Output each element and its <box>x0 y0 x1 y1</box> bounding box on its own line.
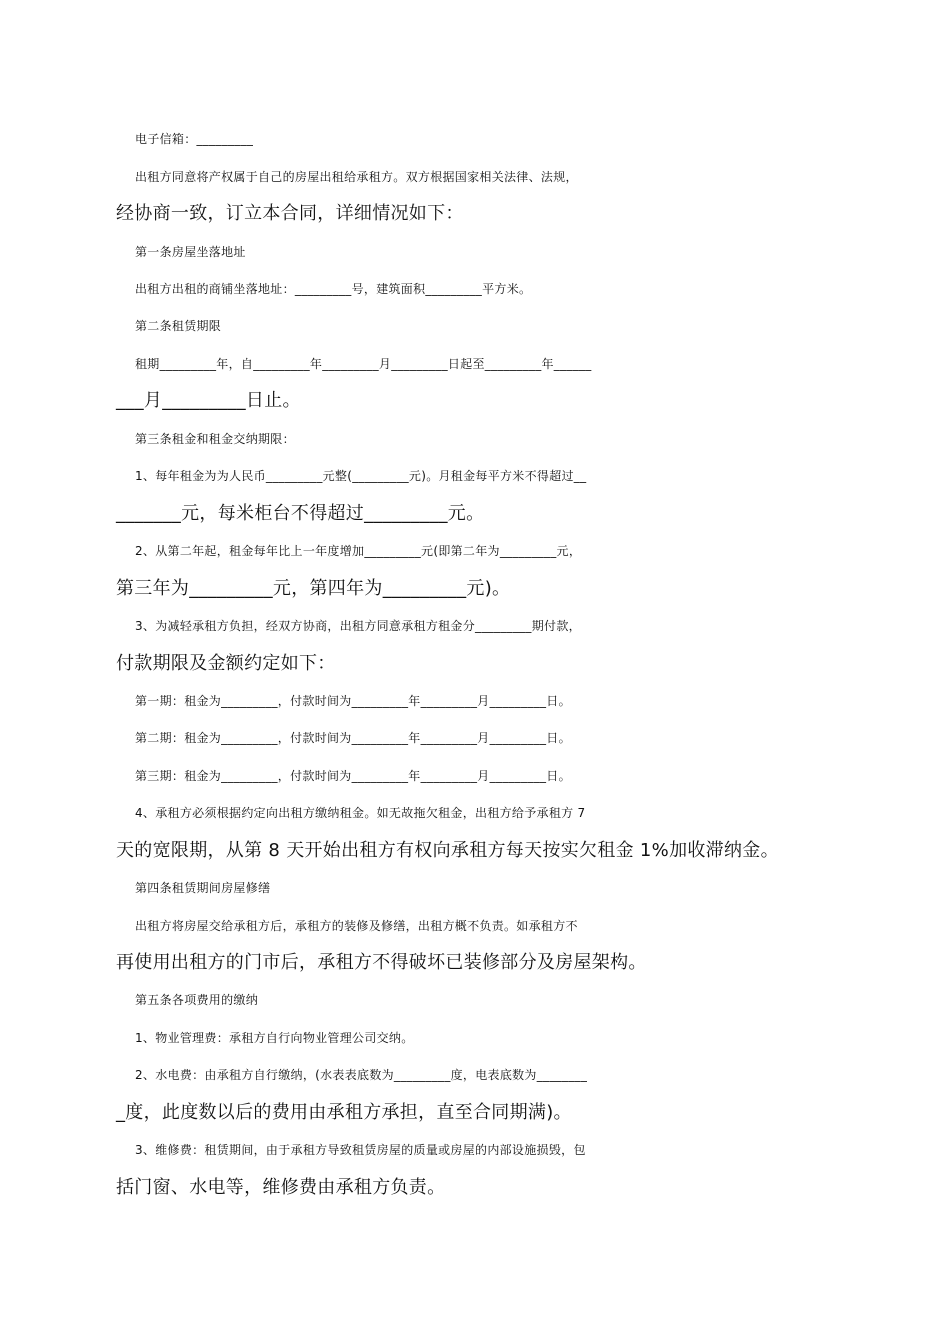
text-line: 出租方将房屋交给承租方后，承租方的装修及修缮，出租方概不负责。如承租方不 <box>135 919 578 933</box>
section-heading: 第二条租赁期限 <box>135 319 222 333</box>
text-line: 1、每年租金为为人民币_________元整(_________元)。月租金每平方米不得超过__ <box>135 469 587 483</box>
text-line: 3、维修费：租赁期间，由于承租方导致租赁房屋的质量或房屋的内部设施损毁，包 <box>135 1143 586 1157</box>
text-line: 第二期：租金为_________，付款时间为_________年_________月_________日。 <box>135 731 571 745</box>
text-line: 电子信箱：_________ <box>135 132 254 146</box>
text-line: ___月_________日止。 <box>116 390 301 411</box>
section-heading: 第一条房屋坐落地址 <box>135 245 246 259</box>
text-line: 第三期：租金为_________，付款时间为_________年_________月_________日。 <box>135 769 571 783</box>
section-heading: 第四条租赁期间房屋修缮 <box>135 881 271 895</box>
text-line: 天的宽限期，从第 8 天开始出租方有权向承租方每天按实欠租金 1%加收滞纳金。 <box>116 840 779 861</box>
text-line: 出租方出租的商铺坐落地址：_________号，建筑面积_________平方米。 <box>135 282 532 296</box>
section-heading: 第三条租金和租金交纳期限： <box>135 432 295 446</box>
text-line: 第三年为_________元，第四年为_________元)。 <box>116 578 511 599</box>
text-line: _______元，每米柜台不得超过_________元。 <box>116 503 485 524</box>
text-line: 2、水电费：由承租方自行缴纳，(水表表底数为_________度，电表底数为________ <box>135 1068 588 1082</box>
text-line: 4、承租方必须根据约定向出租方缴纳租金。如无故拖欠租金，出租方给予承租方 7 <box>135 806 586 820</box>
text-line: 括门窗、水电等，维修费由承租方负责。 <box>116 1177 446 1198</box>
text-line: 1、物业管理费：承租方自行向物业管理公司交纳。 <box>135 1031 414 1045</box>
text-line: 租期_________年，自_________年_________月_________日起至_________年______ <box>135 357 592 371</box>
text-line: 经协商一致，订立本合同，详细情况如下： <box>116 203 464 224</box>
section-heading: 第五条各项费用的缴纳 <box>135 993 259 1007</box>
text-line: 付款期限及金额约定如下： <box>116 653 336 674</box>
text-line: 3、为减轻承租方负担，经双方协商，出租方同意承租方租金分_________期付款， <box>135 619 581 633</box>
text-line: 2、从第二年起，租金每年比上一年度增加_________元(即第二年为_________元， <box>135 544 582 558</box>
text-line: 再使用出租方的门市后，承租方不得破坏已装修部分及房屋架构。 <box>116 952 647 973</box>
text-line: 出租方同意将产权属于自己的房屋出租给承租方。双方根据国家相关法律、法规， <box>135 170 578 184</box>
text-line: _度，此度数以后的费用由承租方承担，直至合同期满)。 <box>116 1102 572 1123</box>
text-line: 第一期：租金为_________，付款时间为_________年_________月_________日。 <box>135 694 571 708</box>
